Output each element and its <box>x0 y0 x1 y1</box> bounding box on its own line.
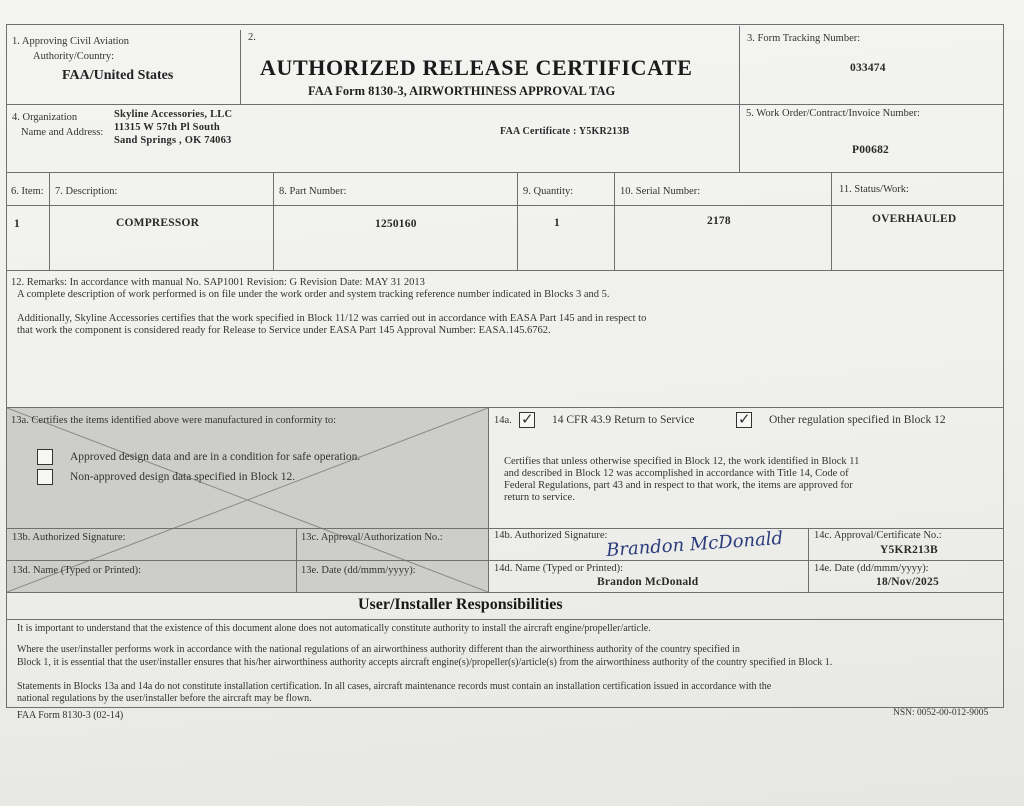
item-status: OVERHAULED <box>872 213 957 225</box>
certification-line-2: and described in Block 12 was accomplished in accordance with Title 14, Code of <box>504 468 849 479</box>
divider <box>7 270 1003 271</box>
conformity-non-approved-checkbox[interactable] <box>37 469 53 485</box>
block4-label-2: Name and Address: <box>21 127 104 138</box>
certification-line-4: return to service. <box>504 492 575 503</box>
responsibilities-title: User/Installer Responsibilities <box>358 596 563 613</box>
block4-label: 4. Organization <box>12 112 78 123</box>
block5-label: 5. Work Order/Contract/Invoice Number: <box>746 108 920 119</box>
divider <box>739 26 740 172</box>
col-header-part-number: 8. Part Number: <box>279 186 347 197</box>
block14c-label: 14c. Approval/Certificate No.: <box>814 530 942 541</box>
block13a-label: 13a. Certifies the items identified above were manufactured in conformity to: <box>11 415 337 426</box>
block2-number: 2. <box>248 32 256 43</box>
divider <box>740 104 1003 105</box>
block14e-label: 14e. Date (dd/mmm/yyyy): <box>814 563 929 574</box>
divider <box>614 173 615 270</box>
certification-date: 18/Nov/2025 <box>876 576 939 588</box>
remarks-line-3: Additionally, Skyline Accessories certifies that the work specified in Block 11/12 was carried out in accordance with EASA Part 145 and in respect to <box>17 313 647 324</box>
divider <box>240 30 241 104</box>
block1-label-2: Authority/Country: <box>33 51 115 62</box>
conformity-approved-checkbox[interactable] <box>37 449 53 465</box>
divider <box>296 529 297 592</box>
item-description: COMPRESSOR <box>116 217 200 229</box>
authorized-signature: Brandon McDonald <box>605 527 784 562</box>
block14d-label: 14d. Name (Typed or Printed): <box>494 563 624 574</box>
item-quantity: 1 <box>554 217 560 229</box>
divider <box>808 529 809 592</box>
form-number-footer: FAA Form 8130-3 (02-14) <box>17 710 124 721</box>
divider <box>831 173 832 270</box>
nsn-footer: NSN: 0052-00-012-9005 <box>893 708 989 718</box>
work-order-number: P00682 <box>852 144 889 156</box>
certification-line-3: Federal Regulations, part 43 and in respect to that work, the items are approved for <box>504 480 853 491</box>
remarks-line-2: A complete description of work performed is on file under the work order and system tracking reference number indicated in Blocks 3 and 5. <box>17 289 610 300</box>
col-header-item: 6. Item: <box>11 186 44 197</box>
divider <box>7 528 1003 529</box>
other-regulation-label: Other regulation specified in Block 12 <box>769 414 946 426</box>
responsibilities-p3-line1: Statements in Blocks 13a and 14a do not constitute installation certification. In all cases, aircraft maintenance records must contain an installation certification issued in accordance with the <box>17 681 772 692</box>
conformity-approved-label: Approved design data and are in a condition for safe operation. <box>70 451 361 463</box>
divider <box>7 560 1003 561</box>
organization-name: Skyline Accessories, LLC <box>114 109 233 120</box>
remarks-line-1: 12. Remarks: In accordance with manual No. SAP1001 Revision: G Revision Date: MAY 31 2013 <box>11 277 425 288</box>
faa-certificate: FAA Certificate : Y5KR213B <box>500 126 630 137</box>
divider <box>7 205 1003 206</box>
col-header-serial: 10. Serial Number: <box>620 186 701 197</box>
organization-street: 11315 W 57th Pl South <box>114 122 220 133</box>
organization-city: Sand Springs , OK 74063 <box>114 135 232 146</box>
return-to-service-checkbox[interactable] <box>519 412 535 428</box>
approving-authority: FAA/United States <box>62 68 174 83</box>
col-header-status: 11. Status/Work: <box>839 184 909 195</box>
divider <box>7 592 1003 593</box>
form-title: AUTHORIZED RELEASE CERTIFICATE <box>260 55 693 80</box>
divider <box>273 173 274 270</box>
block13b-label: 13b. Authorized Signature: <box>12 532 126 543</box>
form-tracking-number: 033474 <box>850 62 886 74</box>
divider <box>7 172 1003 173</box>
certification-line-1: Certifies that unless otherwise specified in Block 12, the work identified in Block 11 <box>504 456 860 467</box>
divider <box>488 407 489 593</box>
return-to-service-label: 14 CFR 43.9 Return to Service <box>552 414 695 426</box>
block13e-label: 13e. Date (dd/mmm/yyyy): <box>301 565 416 576</box>
col-header-description: 7. Description: <box>55 186 118 197</box>
signer-name: Brandon McDonald <box>597 576 699 588</box>
other-regulation-checkbox[interactable] <box>736 412 752 428</box>
form-subtitle: FAA Form 8130-3, AIRWORTHINESS APPROVAL TAG <box>308 84 616 98</box>
conformity-non-approved-label: Non-approved design data specified in Block 12. <box>70 471 296 483</box>
approval-certificate-number: Y5KR213B <box>880 544 938 556</box>
divider <box>7 619 1003 620</box>
responsibilities-p2-line2: Block 1, it is essential that the user/installer ensures that his/her airworthiness authority accepts aircraft engine(s)/propeller(s)/article(s) from the airworthiness authority of the country specified in Block 1. <box>17 657 833 668</box>
responsibilities-p2-line1: Where the user/installer performs work in accordance with the national regulations of an airworthiness authority different than the airworthiness authority of the country specified in <box>17 644 740 655</box>
col-header-quantity: 9. Quantity: <box>523 186 574 197</box>
remarks-line-4: that work the component is considered ready for Release to Service under EASA Part 145 Approval Number: EASA.145.6762. <box>17 325 551 336</box>
block1-label: 1. Approving Civil Aviation <box>12 36 130 47</box>
divider <box>7 104 740 105</box>
responsibilities-p3-line2: national regulations by the user/installer before the aircraft may be flown. <box>17 693 312 704</box>
divider <box>517 173 518 270</box>
block14a-label: 14a. <box>494 415 512 426</box>
block13c-label: 13c. Approval/Authorization No.: <box>301 532 443 543</box>
item-serial-number: 2178 <box>707 215 731 227</box>
block13d-label: 13d. Name (Typed or Printed): <box>12 565 142 576</box>
divider <box>49 173 50 270</box>
block14b-label: 14b. Authorized Signature: <box>494 530 608 541</box>
item-number: 1 <box>14 218 20 230</box>
block3-label: 3. Form Tracking Number: <box>747 33 861 44</box>
item-part-number: 1250160 <box>375 218 417 230</box>
responsibilities-p1: It is important to understand that the existence of this document alone does not automatically constitute authority to install the aircraft engine/propeller/article. <box>17 623 651 634</box>
